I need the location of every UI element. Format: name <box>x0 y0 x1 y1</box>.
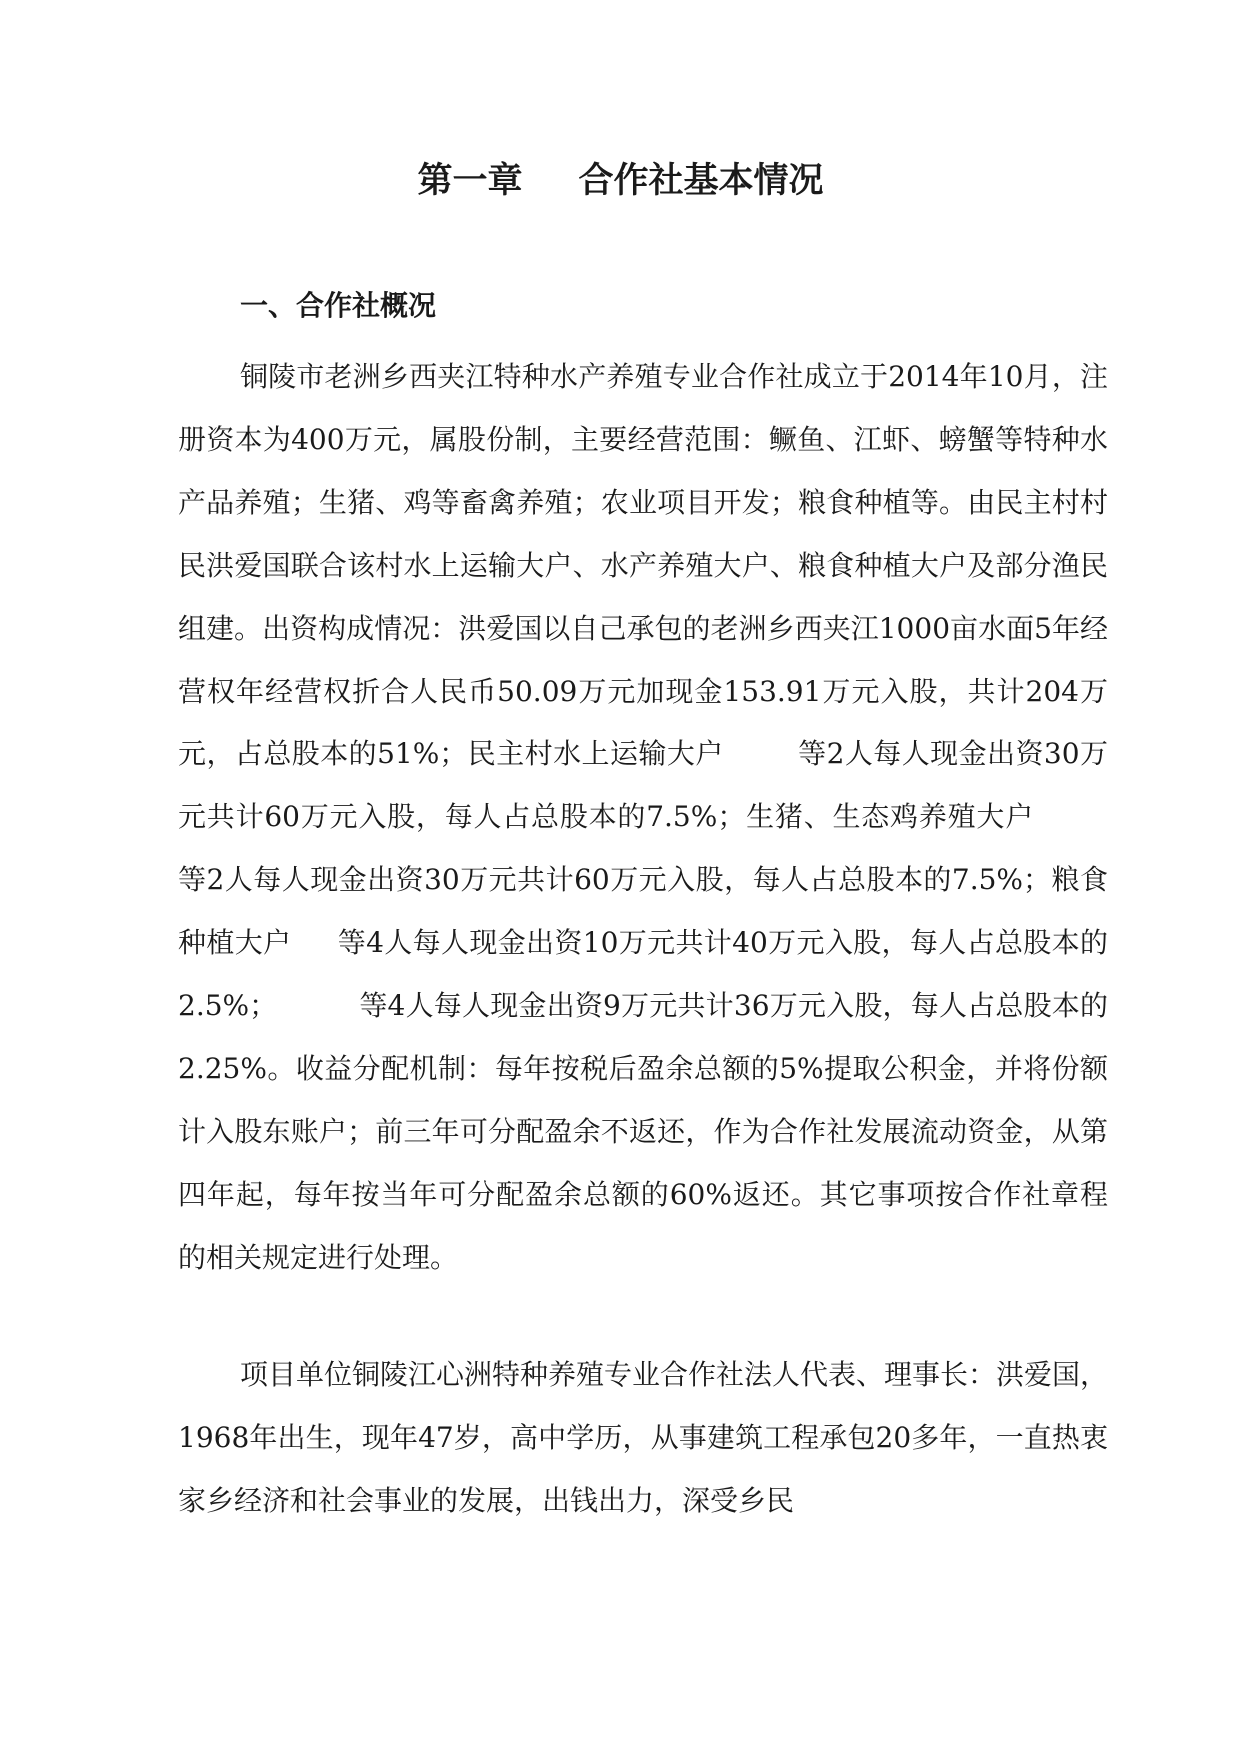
body-paragraph-overview <box>178 346 1108 1290</box>
paragraph-text-segment: 等2人每人现金出资30万元共计60万元入股，每人占总股本的7.5%；生猪、生态鸡养殖大户 <box>178 737 1108 834</box>
chapter-name: 合作社基本情况 <box>578 161 824 201</box>
section-heading: 一、合作社概况 <box>240 289 437 322</box>
chapter-number: 第一章 <box>417 161 523 201</box>
paragraph-text-segment: 等2人每人现金出资30万元共计60万元入股，每人占总股本的7.5%；粮食种植大户 <box>178 863 1108 960</box>
paragraph-text-segment: 铜陵市老洲乡西夹江特种水产养殖专业合作社成立于2014年10月，注册资本为400万元，属股份制，主要经营范围：鳜鱼、江虾、螃蟹等特种水产品养殖；生猪、鸡等畜禽养殖；农业项目开发；粮食种植等。由民主村村民洪爱国联合该村水上运输大户、水产养殖大户、粮食种植大户及部分渔民组建。出资构成情况：洪爱国以自己承包的老洲乡西夹江1000亩水面5年经营权年经营权折合人民币50.09万元加现金153.91万元入股，共计204万元，占总股本的51%；民主村水上运输大户 <box>178 360 1108 771</box>
chapter-title <box>0 156 1241 206</box>
body-paragraph-legal-representative: 项目单位铜陵江心洲特种养殖专业合作社法人代表、理事长：洪爱国，1968年出生，现年47岁，高中学历，从事建筑工程承包20多年，一直热衷家乡经济和社会事业的发展，出钱出力，深受乡民 <box>178 1358 1109 1517</box>
paragraph-text-segment: 等4人每人现金出资9万元共计36万元入股，每人占总股本的2.25%。收益分配机制：每年按税后盈余总额的5%提取公积金，并将份额计入股东账户；前三年可分配盈余不返还，作为合作社发展流动资金，从第四年起，每年按当年可分配盈余总额的60%返还。其它事项按合作社章程的相关规定进行处理。 <box>178 989 1108 1274</box>
paragraph-text-segment: 等4人每人现金出资10万元共计40万元入股，每人占总股本的2.5%； <box>178 926 1108 1023</box>
